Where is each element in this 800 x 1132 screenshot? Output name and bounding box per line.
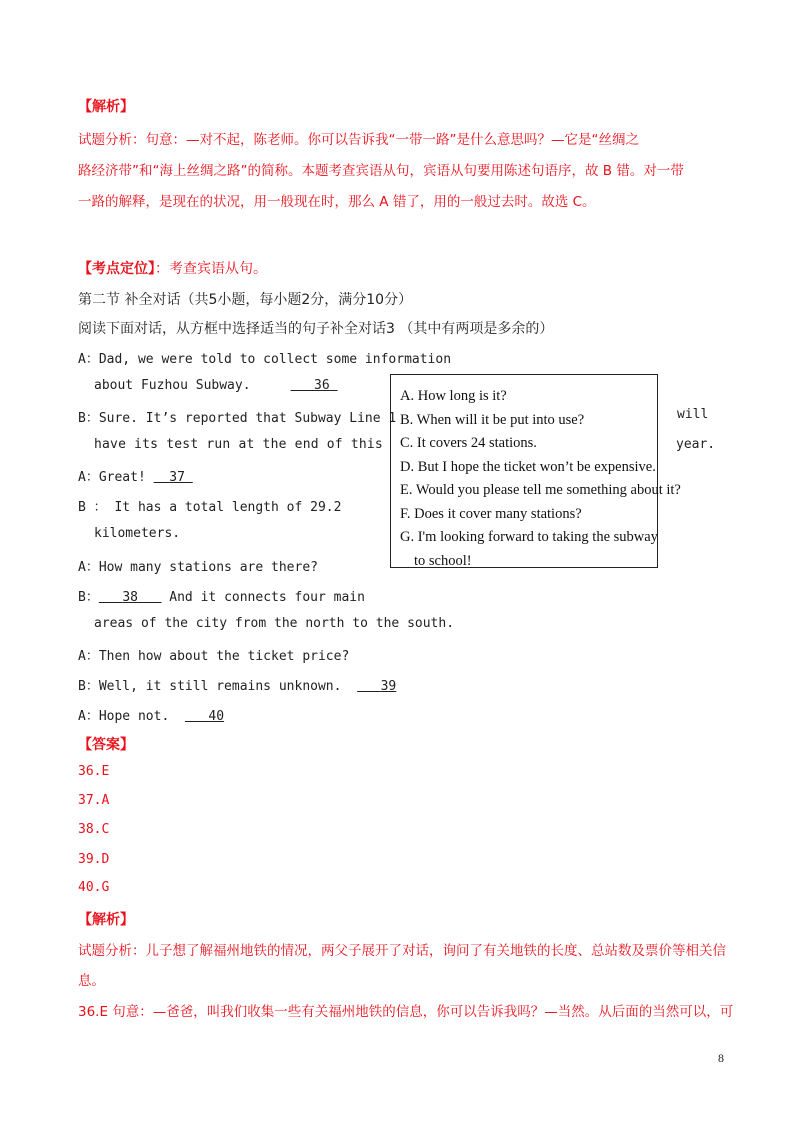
- analysis-2-line-1: 试题分析：儿子想了解福州地铁的情况，两父子展开了对话，询问了有关地铁的长度、总站数及票价等相关信: [78, 943, 726, 959]
- answer-item: 40.G: [78, 880, 110, 895]
- dialogue-line-12: B：Well, it still remains unknown. 39: [78, 679, 397, 694]
- option-g: G. I'm looking forward to taking the subway: [400, 529, 658, 545]
- analysis-1-line-3: 一路的解释，是现在的状况，用一般现在时，那么 A 错了，用的一般过去时。故选 C。: [78, 194, 596, 210]
- analysis-header-2: 【解析】: [78, 912, 134, 928]
- section-title: 第二节 补全对话（共5小题，每小题2分，满分10分）: [78, 292, 413, 308]
- analysis-1-line-2: 路经济带”和“海上丝绸之路”的简称。本题考查宾语从句，宾语从句要用陈述句语序，故 B 错。对一带: [78, 163, 684, 179]
- option-a: A. How long is it?: [400, 388, 507, 404]
- dialogue-line-4: have its test run at the end of this: [94, 437, 383, 452]
- option-e: E. Would you please tell me something about it?: [400, 482, 681, 498]
- dialogue-line-1: A：Dad, we were told to collect some information: [78, 352, 452, 367]
- analysis-1-line-1: 试题分析：句意：—对不起，陈老师。你可以告诉我“一带一路”是什么意思吗？—它是“丝绸之: [78, 132, 639, 148]
- option-c: C. It covers 24 stations.: [400, 435, 537, 451]
- answer-item: 39.D: [78, 852, 110, 867]
- option-f: F. Does it cover many stations?: [400, 505, 582, 522]
- option-g-continued: to school!: [414, 552, 472, 569]
- blank-37: 37: [169, 470, 185, 485]
- blank-39: 39: [380, 679, 397, 694]
- analysis-2-line-2: 息。: [78, 973, 105, 989]
- kaodian-label: 【考点定位】: [78, 261, 155, 277]
- analysis-header-1: 【解析】: [78, 99, 134, 115]
- option-b: B. When will it be put into use?: [400, 411, 585, 428]
- kaodian-text: ：考查宾语从句。: [155, 261, 267, 277]
- blank-36: 36: [314, 378, 330, 393]
- section-instruction: 阅读下面对话，从方框中选择适当的句子补全对话3 （其中有两项是多余的）: [78, 321, 554, 337]
- answer-item: 37.A: [78, 793, 110, 808]
- answer-header: 【答案】: [78, 737, 134, 753]
- blank-40: 40: [208, 709, 225, 724]
- dialogue-text: about Fuzhou Subway.: [94, 378, 251, 393]
- dialogue-line-13: A：Hope not. 40: [78, 709, 225, 724]
- analysis-2-line-3: 36.E 句意：—爸爸，叫我们收集一些有关福州地铁的信息，你可以告诉我吗？—当然。从后面的当然可以，可: [78, 1004, 734, 1020]
- blank-38: 38: [122, 590, 138, 605]
- dialogue-line-2: [94, 378, 338, 393]
- answer-item: 38.C: [78, 822, 110, 837]
- dialogue-line-11: A：Then how about the ticket price?: [78, 649, 350, 664]
- option-d: D. But I hope the ticket won’t be expensive.: [400, 458, 656, 475]
- answer-item: 36.E: [78, 764, 110, 779]
- dialogue-line-10: areas of the city from the north to the south.: [94, 616, 455, 631]
- kaodian-line: [78, 258, 267, 278]
- dialogue-line-9: B： 38 And it connects four main: [78, 590, 365, 605]
- dialogue-line-7: kilometers.: [94, 526, 181, 541]
- dialogue-line-6: B ： It has a total length of 29.2: [78, 500, 342, 515]
- dialogue-line-5: A：Great! 37: [78, 466, 193, 485]
- options-box: [390, 374, 681, 569]
- dialogue-line-3: B：Sure. It’s reported that Subway Line 1: [78, 411, 397, 426]
- page-number: 8: [718, 1051, 724, 1065]
- dialogue-line-3-end: will: [677, 407, 709, 422]
- dialogue-line-8: A：How many stations are there?: [78, 560, 318, 575]
- dialogue-line-4-end: year.: [676, 437, 716, 452]
